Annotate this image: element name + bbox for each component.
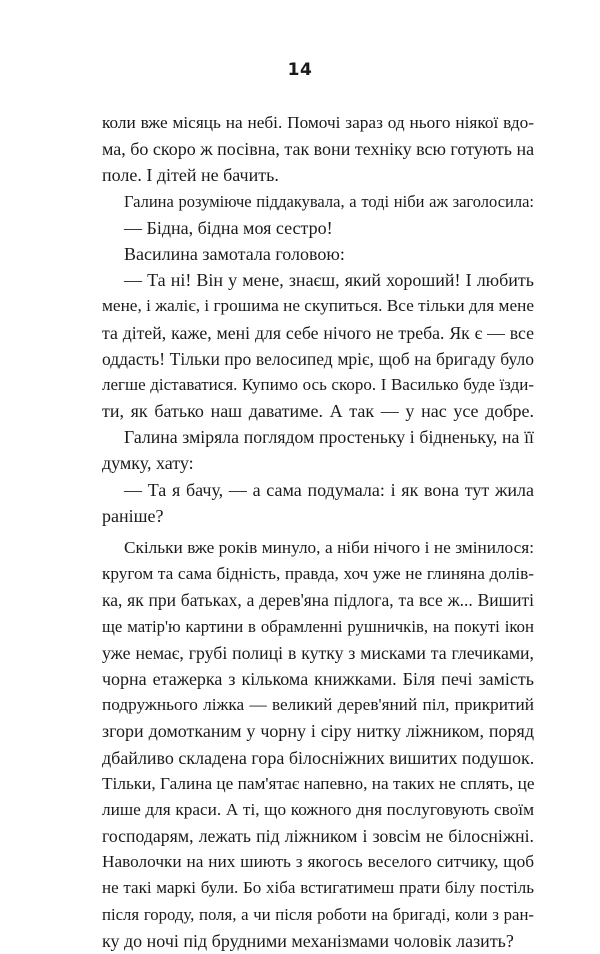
text-line: Галина зміряла поглядом простеньку і бідненьку, на її — [124, 427, 534, 448]
text-line: — Та я бачу, — а сама подумала: і як вона тут жила — [124, 479, 534, 500]
text-line: лише для краси. А ті, що кожного дня послуговують своїм — [102, 799, 534, 819]
text-line: згори домотканим у чорну і сіру нитку ліжником, поряд — [102, 721, 534, 742]
text-line: — Та ні! Він у мене, знаєш, який хороший! І любить — [124, 270, 534, 291]
text-line: раніше? — [102, 505, 164, 526]
text-line: Василина замотала головою: — [124, 243, 345, 264]
body-text — [102, 110, 534, 954]
text-line: легше діставатися. Купимо ось скоро. І Василько буде їзди- — [102, 374, 534, 394]
text-line: ма, бо скоро ж посівна, так вони техніку всю готують на — [102, 139, 535, 160]
text-line: оддасть! Тільки про велосипед мріє, щоб на бригаду було — [102, 348, 534, 369]
text-line: Тільки, Галина це пам'ятає напевно, на таких не сплять, це — [102, 773, 535, 793]
text-line: не такі маркі були. Бо хіба встигатимеш прати білу постіль — [102, 878, 534, 898]
text-line: ще матір'ю картини в обрамленні рушничків, на покуті ікон — [102, 616, 534, 636]
text-line: поле. І дітей не бачить. — [102, 165, 279, 186]
text-line: після городу, поля, а чи після роботи на бригаді, коли з ран- — [102, 904, 534, 924]
text-line: Наволочки на них шиють з якогось веселого ситчику, щоб — [102, 852, 534, 872]
text-line: — Бідна, бідна моя сестро! — [124, 217, 333, 238]
text-line: ти, як батько наш даватиме. А так — у нас усе добре. — [102, 401, 534, 422]
text-line: чорна етажерка з кількома книжками. Біля печі замість — [102, 668, 534, 689]
text-line: мене, і жаліє, і грошима не скупиться. Все тільки для мене — [102, 296, 534, 316]
text-line: господарям, лежать під ліжником і зовсім не білосніжні. — [102, 826, 534, 847]
page-number: 14 — [287, 60, 313, 80]
text-line: кругом та сама бідність, правда, хоч уже не глиняна долів- — [102, 564, 534, 584]
text-line: та дітей, каже, мені для себе нічого не треба. Як є — все — [102, 322, 534, 343]
text-line: дбайливо складена гора білосніжних вишитих подушок. — [102, 747, 535, 768]
text-line: подружнього ліжка — великий дерев'яний піл, прикритий — [102, 695, 534, 715]
text-line: ку до ночі під брудними механізмами чоловік лазить? — [102, 930, 514, 951]
text-line: уже немає, грубі полиці в кутку з мисками та глечиками, — [102, 642, 534, 663]
text-line: коли вже місяць на небі. Помочі зараз од нього ніякої вдо- — [102, 113, 534, 132]
text-line: Скільки вже років минуло, а ніби нічого і не змінилося: — [124, 538, 534, 557]
text-line: ка, як при батьках, а дерев'яна підлога, та все ж... Вишиті — [102, 590, 534, 611]
text-line: думку, хату: — [102, 453, 194, 474]
text-line: Галина розуміюче піддакувала, а тоді ніби аж заголосила: — [124, 191, 534, 211]
